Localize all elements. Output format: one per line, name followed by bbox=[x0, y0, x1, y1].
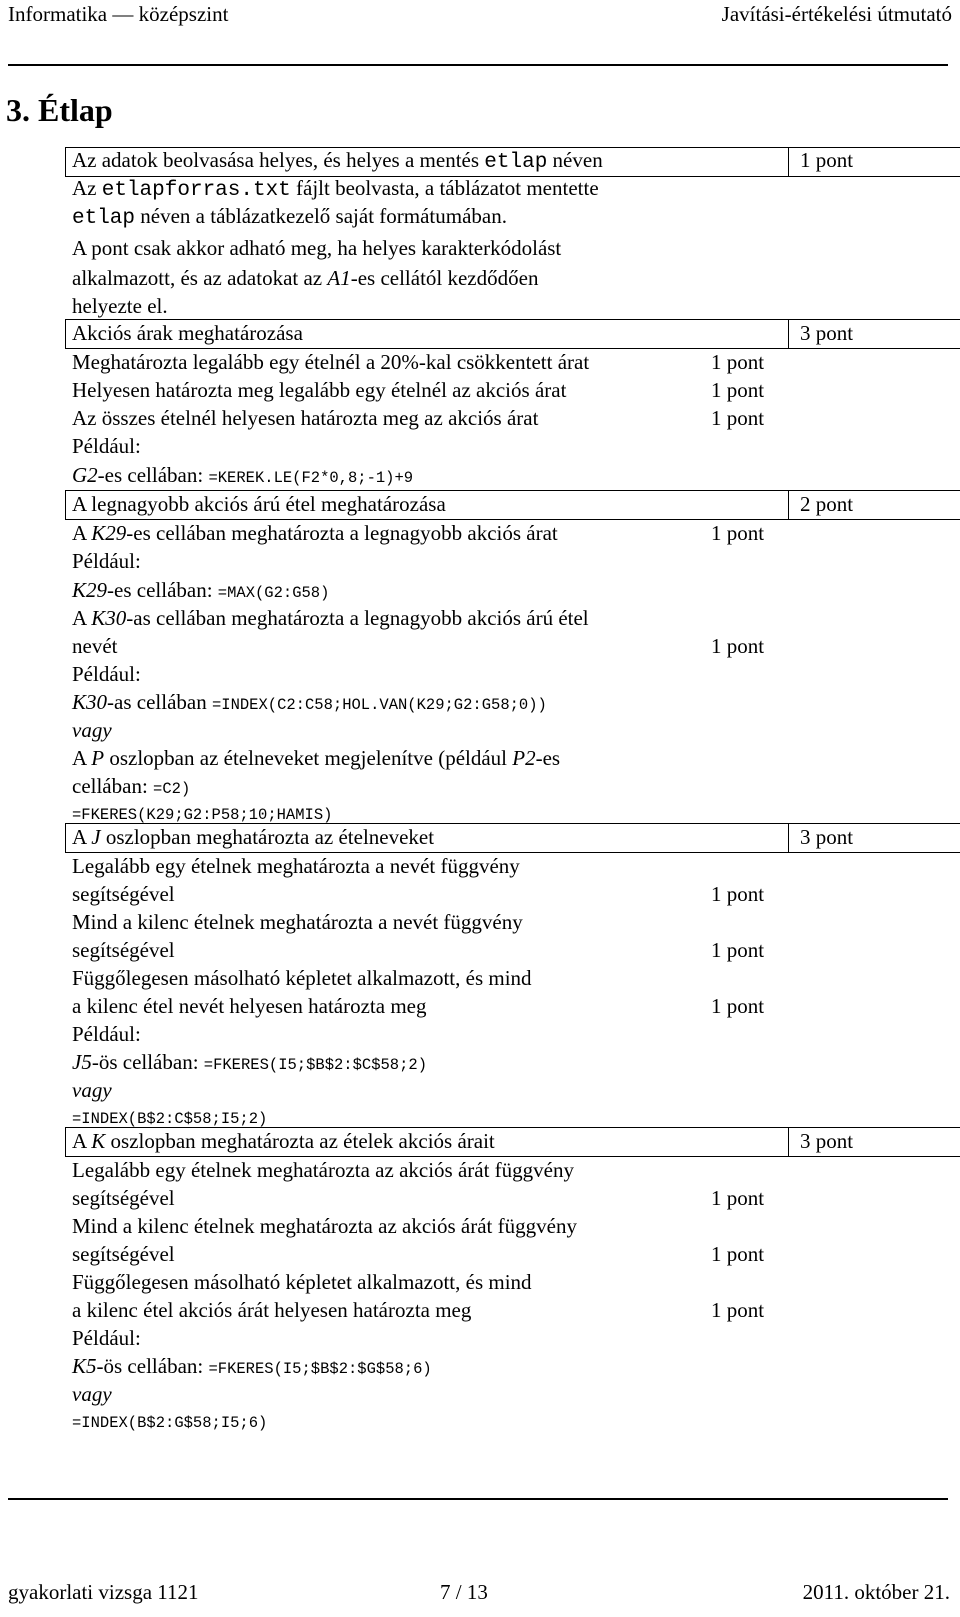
text-line: alkalmazott, és az adatokat az A1-es cellától kezdődően bbox=[72, 266, 539, 290]
alternative-label: vagy bbox=[72, 1078, 112, 1102]
text-line: Mind a kilenc ételnek meghatározta a nevét függvény bbox=[72, 910, 523, 934]
sub-points: 1 pont bbox=[711, 406, 765, 430]
text-line: a kilenc étel akciós árát helyesen határozta meg bbox=[72, 1298, 472, 1322]
example-label: Például: bbox=[72, 1022, 141, 1046]
alternative-label: vagy bbox=[72, 718, 112, 742]
sub-points: 1 pont bbox=[711, 882, 765, 906]
text-line: helyezte el. bbox=[72, 294, 168, 318]
text-line: Meghatározta legalább egy ételnél a 20%-kal csökkentett árat bbox=[72, 350, 590, 374]
text-line: A K30-as cellában meghatározta a legnagyobb akciós árú étel bbox=[72, 606, 589, 630]
text-line: Helyesen határozta meg legalább egy ételnél az akciós árat bbox=[72, 378, 567, 402]
text-line: Legalább egy ételnek meghatározta az akciós árát függvény bbox=[72, 1158, 575, 1182]
example-formula: =FKERES(K29;G2:P58;10;HAMIS) bbox=[72, 806, 333, 824]
text-line: etlap néven a táblázatkezelő saját formátumában. bbox=[72, 204, 507, 230]
text-line: segítségével bbox=[72, 1242, 175, 1266]
section-title: 3. Étlap bbox=[6, 92, 113, 128]
criterion-points-5: 3 pont bbox=[800, 1129, 854, 1153]
sub-points: 1 pont bbox=[711, 994, 765, 1018]
header-right: Javítási-értékelési útmutató bbox=[721, 2, 952, 26]
example-formula: =INDEX(B$2:C$58;I5;2) bbox=[72, 1110, 268, 1128]
text-line: segítségével bbox=[72, 882, 175, 906]
footer-divider bbox=[8, 1498, 948, 1500]
footer-left: gyakorlati vizsga 1121 bbox=[8, 1580, 199, 1604]
sub-points: 1 pont bbox=[711, 378, 765, 402]
sub-points: 1 pont bbox=[711, 938, 765, 962]
example-formula: K5-ös cellában: =FKERES(I5;$B$2:$G$58;6) bbox=[72, 1354, 432, 1378]
criterion-title-4: A J oszlopban meghatározta az ételneveket bbox=[72, 825, 435, 849]
example-formula: G2-es cellában: =KEREK.LE(F2*0,8;-1)+9 bbox=[72, 463, 414, 487]
example-formula: K29-es cellában: =MAX(G2:G58) bbox=[72, 578, 330, 602]
sub-points: 1 pont bbox=[711, 634, 765, 658]
text-line: Az etlapforras.txt fájlt beolvasta, a táblázatot mentette bbox=[72, 176, 599, 202]
example-formula: =INDEX(B$2:G$58;I5;6) bbox=[72, 1414, 268, 1432]
criterion-points-2: 3 pont bbox=[800, 321, 854, 345]
header-divider bbox=[8, 64, 948, 66]
text-line: Függőlegesen másolható képletet alkalmazott, és mind bbox=[72, 1270, 532, 1294]
footer-right: 2011. október 21. bbox=[802, 1580, 950, 1604]
text-line: Mind a kilenc ételnek meghatározta az akciós árát függvény bbox=[72, 1214, 577, 1238]
text-line: A K29-es cellában meghatározta a legnagyobb akciós árat bbox=[72, 521, 558, 545]
text-line: Függőlegesen másolható képletet alkalmazott, és mind bbox=[72, 966, 532, 990]
header-left: Informatika — középszint bbox=[8, 2, 229, 26]
example-label: Például: bbox=[72, 662, 141, 686]
text-line: segítségével bbox=[72, 938, 175, 962]
text-line: A P oszlopban az ételneveket megjelenítve (például P2-es bbox=[72, 746, 561, 770]
criterion-title-5: A K oszlopban meghatározta az ételek akciós árait bbox=[72, 1129, 495, 1153]
page-header bbox=[8, 0, 952, 32]
sub-points: 1 pont bbox=[711, 1242, 765, 1266]
text-line: segítségével bbox=[72, 1186, 175, 1210]
page-number: 7 / 13 bbox=[440, 1580, 488, 1604]
example-formula: K30-as cellában =INDEX(C2:C58;HOL.VAN(K29;G2:G58;0)) bbox=[72, 690, 547, 714]
text-line: nevét bbox=[72, 634, 118, 658]
criterion-points-3: 2 pont bbox=[800, 492, 854, 516]
criterion-points-1: 1 pont bbox=[800, 148, 854, 172]
text-line: Az összes ételnél helyesen határozta meg az akciós árat bbox=[72, 406, 539, 430]
example-label: Például: bbox=[72, 434, 141, 458]
criterion-points-4: 3 pont bbox=[800, 825, 854, 849]
alternative-label: vagy bbox=[72, 1382, 112, 1406]
text-line: A pont csak akkor adható meg, ha helyes karakterkódolást bbox=[72, 236, 562, 260]
sub-points: 1 pont bbox=[711, 350, 765, 374]
text-line: Legalább egy ételnek meghatározta a nevét függvény bbox=[72, 854, 520, 878]
example-formula: J5-ös cellában: =FKERES(I5;$B$2:$C$58;2) bbox=[72, 1050, 428, 1074]
text-line: a kilenc étel nevét helyesen határozta meg bbox=[72, 994, 427, 1018]
criterion-title-3: A legnagyobb akciós árú étel meghatározása bbox=[72, 492, 446, 516]
criterion-title-2: Akciós árak meghatározása bbox=[72, 321, 303, 345]
example-label: Például: bbox=[72, 549, 141, 573]
sub-points: 1 pont bbox=[711, 1298, 765, 1322]
criterion-title-1: Az adatok beolvasása helyes, és helyes a mentés etlap néven bbox=[72, 148, 603, 174]
sub-points: 1 pont bbox=[711, 521, 765, 545]
text-line: cellában: =C2) bbox=[72, 774, 191, 798]
example-label: Például: bbox=[72, 1326, 141, 1350]
sub-points: 1 pont bbox=[711, 1186, 765, 1210]
